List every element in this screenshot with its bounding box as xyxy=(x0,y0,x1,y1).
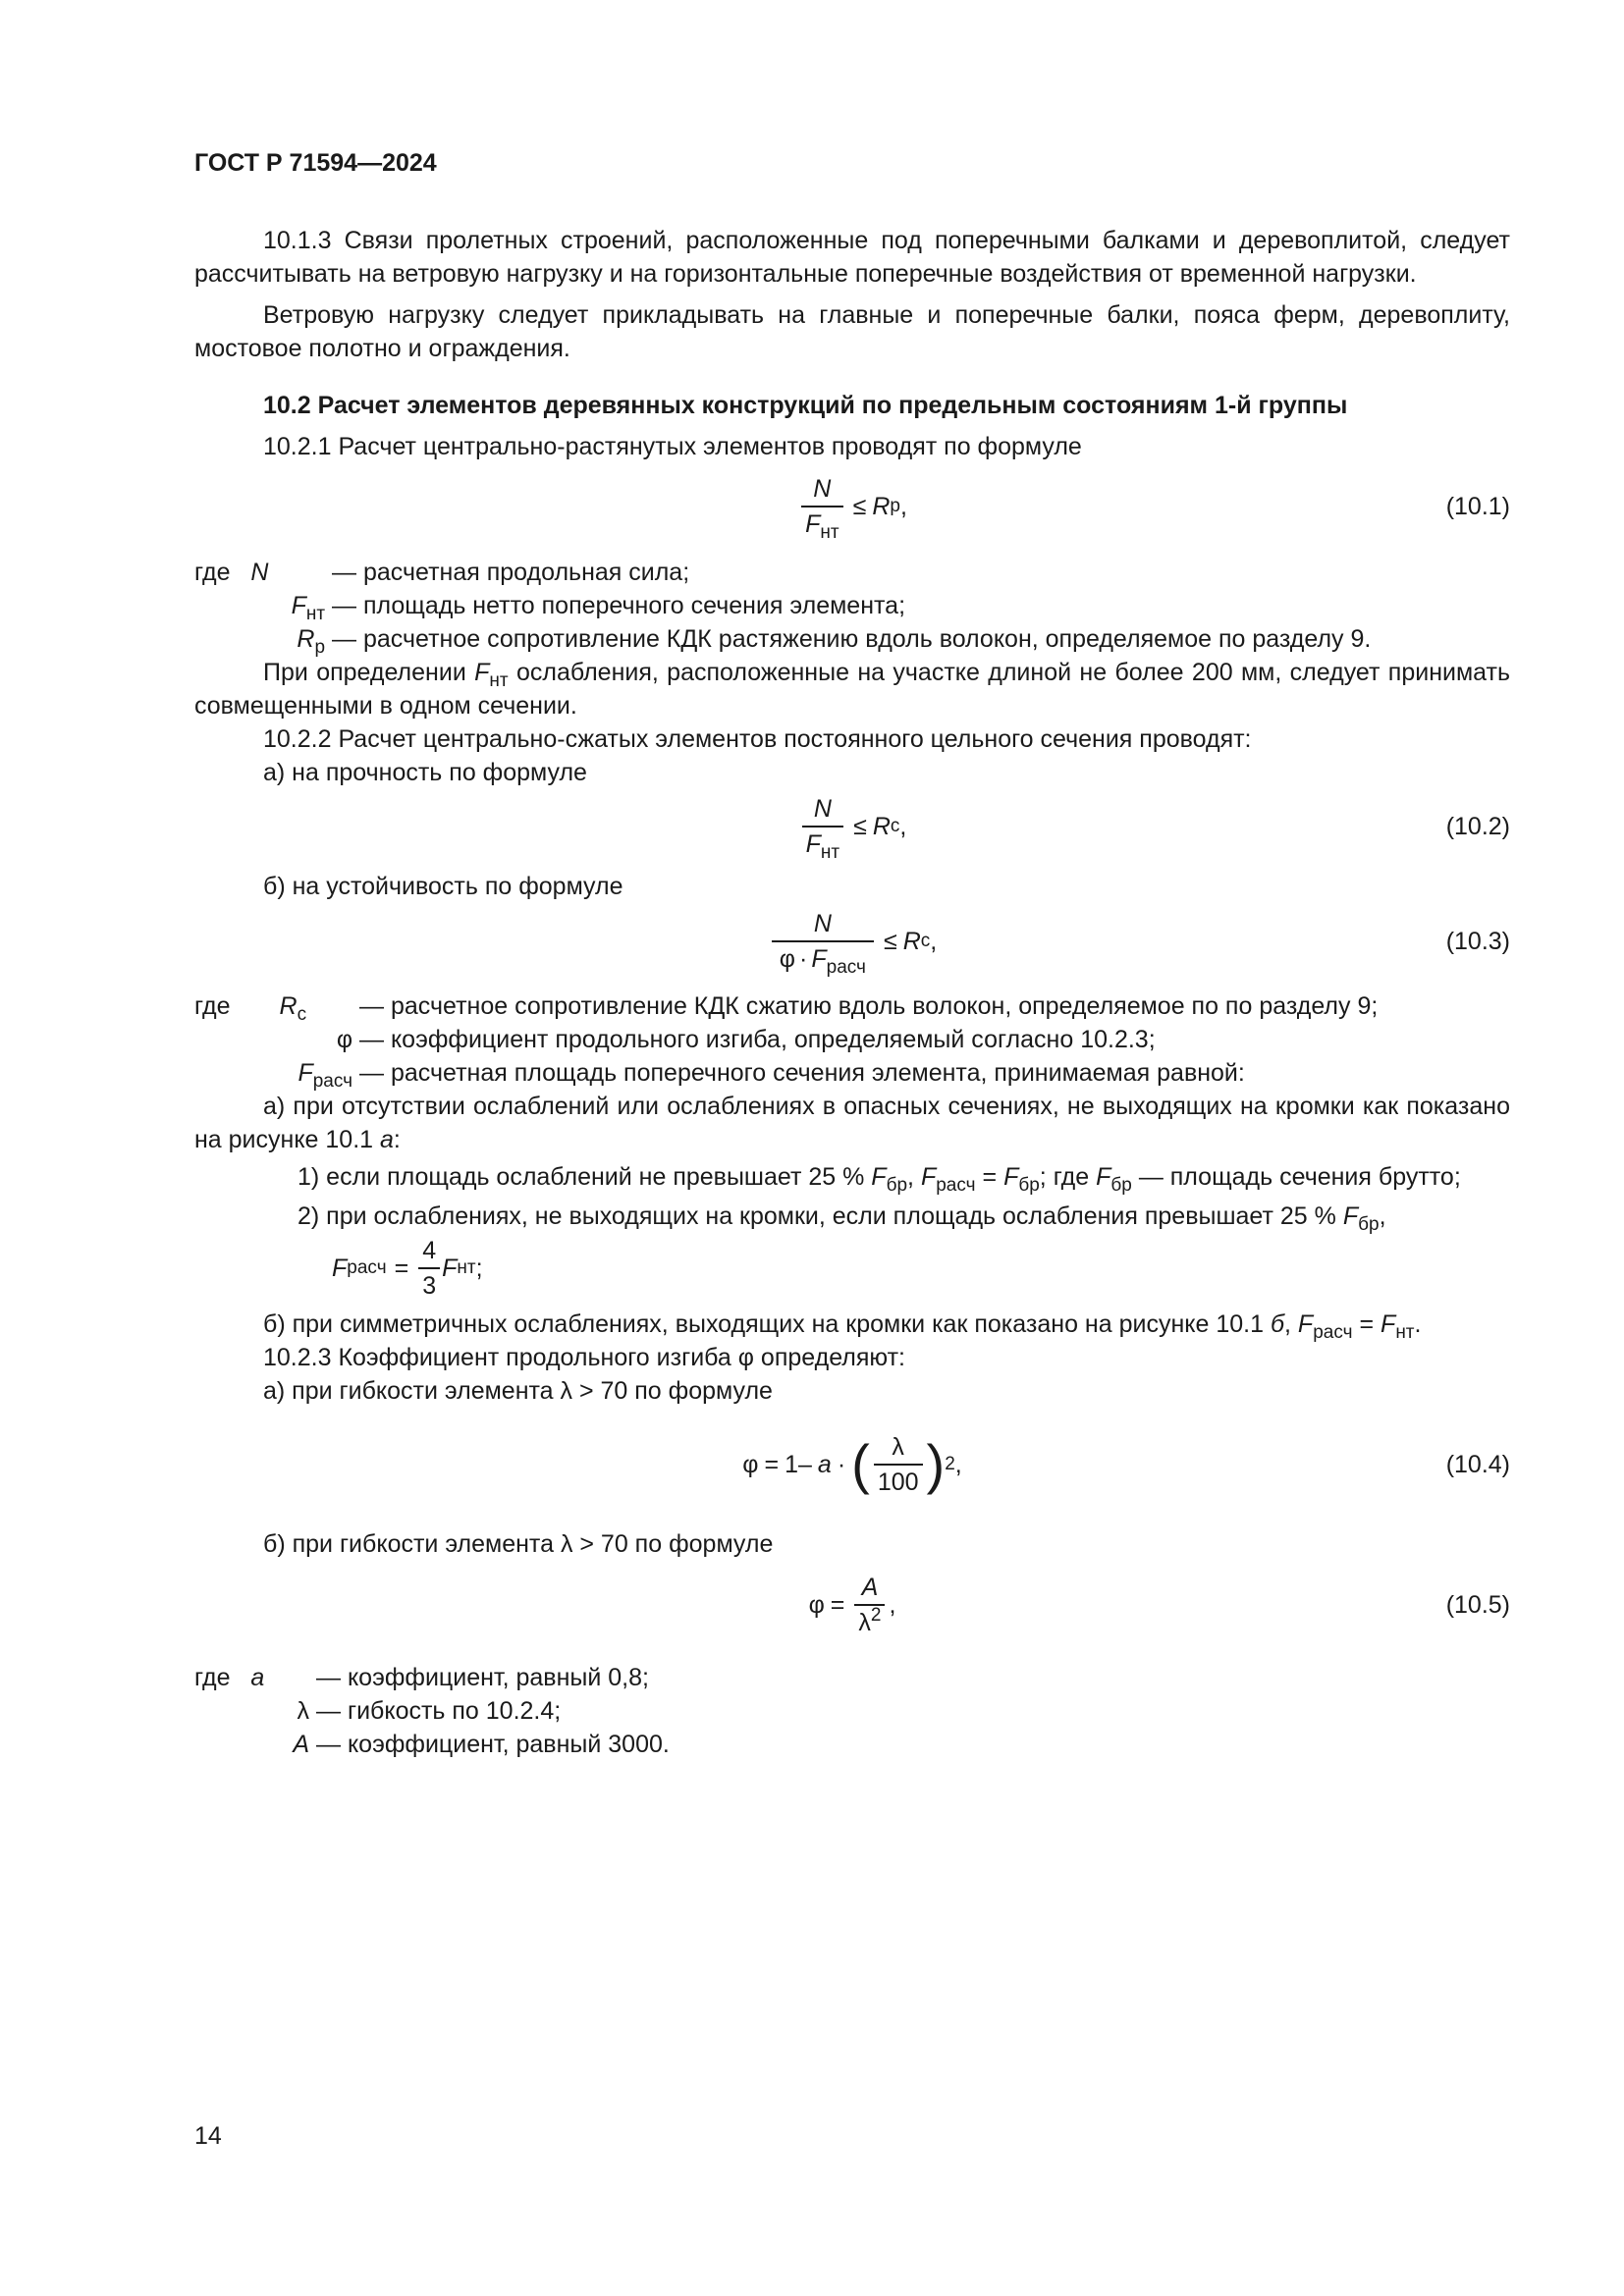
definition-row: $F_{нт}$ — площадь нетто поперечного сечения элемента; xyxy=(291,592,906,624)
fraction: $\frac{A}{\lambda^2}$ xyxy=(854,1573,885,1637)
formula-10-1: $\frac{N}{F_{нт}}$ ≤ R р , (10.1) xyxy=(194,467,1510,546)
formula-number: (10.4) xyxy=(1445,1451,1510,1478)
definition-row: λ — гибкость по 10.2.4; xyxy=(297,1697,562,1725)
section-heading-10-2: 10.2 Расчет элементов деревянных конструкций по предельным состояниям 1-й группы xyxy=(263,392,1348,419)
formula-number: (10.3) xyxy=(1445,928,1510,955)
item-symmetric-weakening: б) при симметричных ослаблениях, выходящих на кромки как показано на рисунке 10.1 б, $F_{расч} = F_{нт}$. xyxy=(263,1310,1422,1343)
definition-row: A — коэффициент, равный 3000. xyxy=(293,1731,670,1758)
formula-four-thirds: F расч = $\frac{4}{3}$ F нт ; xyxy=(332,1237,483,1300)
definitions-10-3 xyxy=(194,989,1510,1090)
item-flexibility-b: б) при гибкости элемента λ > 70 по формуле xyxy=(263,1530,774,1558)
fraction: $\frac{N}{\varphi \cdot F_{расч}}$ xyxy=(772,909,874,974)
item-no-weakening: а) при отсутствии ослаблений или ослаблениях в опасных сечениях, не выходящих на кромки как показано на рисунке 10.1 а: xyxy=(194,1093,1510,1153)
fraction: $\frac{N}{F_{нт}}$ xyxy=(802,794,843,859)
page-number: 14 xyxy=(194,2122,222,2150)
formula-10-4: φ = 1 – a · ( $\frac{\lambda}{100}$ ) 2 , (10.4) xyxy=(742,1433,1510,1496)
paragraph-10-2-3: 10.2.3 Коэффициент продольного изгиба φ определяют: xyxy=(263,1344,905,1371)
definition-row: где $R_с$ — расчетное сопротивление КДК сжатию вдоль волокон, определяемое по по разделу 9; xyxy=(194,992,1379,1025)
standard-header: ГОСТ Р 71594—2024 xyxy=(194,149,437,177)
formula-10-2: $\frac{N}{F_{нт}}$ ≤ R с , (10.2) xyxy=(194,789,1510,864)
paragraph-10-2-2: 10.2.2 Расчет центрально-сжатых элементов постоянного цельного сечения проводят: xyxy=(263,725,1252,753)
formula-10-3: $\frac{N}{\varphi \cdot F_{расч}}$ ≤ R c , (10.3) xyxy=(194,903,1510,980)
formula-number: (10.2) xyxy=(1445,813,1510,840)
paragraph-10-2-1: 10.2.1 Расчет центрально-растянутых элементов проводят по формуле xyxy=(263,433,1082,460)
item-flexibility-a: а) при гибкости элемента λ > 70 по формуле xyxy=(263,1377,773,1405)
paragraph-wind-load: Ветровую нагрузку следует прикладывать на главные и поперечные балки, пояса ферм, деревоплиту, мостовое полотно и ограждения. xyxy=(194,301,1510,362)
subitem-1: 1) если площадь ослаблений не превышает 25 % $F_{бр}$, $F_{расч} = F_{бр}$; где $F_{бр}$ — площадь сечения брутто; xyxy=(298,1163,1461,1196)
formula-number: (10.1) xyxy=(1445,493,1510,520)
definition-row: где a — коэффициент, равный 0,8; xyxy=(194,1664,649,1691)
page-content xyxy=(194,224,1510,1761)
paragraph-weakening-note: При определении $F_{нт}$ ослабления, расположенные на участке длиной не более 200 мм, следует принимать совмещенными в одном сечении. xyxy=(194,659,1510,720)
paragraph-10-1-3: 10.1.3 Связи пролетных строений, расположенные под поперечными балками и деревоплитой, следует рассчитывать на ветровую нагрузку и на горизонтальные поперечные воздействия от временной нагрузки. xyxy=(194,227,1510,288)
formula-10-5: φ = $\frac{A}{\lambda^2}$ , (10.5) xyxy=(808,1574,1510,1636)
definition-row: φ — коэффициент продольного изгиба, определяемый согласно 10.2.3; xyxy=(336,1026,1156,1053)
item-strength: а) на прочность по формуле xyxy=(263,759,587,786)
definition-row: где N — расчетная продольная сила; xyxy=(194,559,690,586)
definitions-10-5 xyxy=(194,1661,1510,1761)
item-stability: б) на устойчивость по формуле xyxy=(263,873,623,900)
fraction: $\frac{\lambda}{100}$ xyxy=(874,1432,923,1497)
fraction: $\frac{4}{3}$ xyxy=(418,1236,440,1301)
fraction: $\frac{N}{F_{нт}}$ xyxy=(801,474,842,539)
definitions-10-1 xyxy=(194,556,1510,656)
definition-row: $F_{расч}$ — расчетная площадь поперечного сечения элемента, принимаемая равной: xyxy=(298,1059,1245,1092)
formula-number: (10.5) xyxy=(1445,1591,1510,1619)
definition-row: $R_р$ — расчетное сопротивление КДК растяжению вдоль волокон, определяемое по разделу 9. xyxy=(297,625,1372,658)
subitem-2: 2) при ослаблениях, не выходящих на кромки, если площадь ослабления превышает 25 % $F_{бр}$, xyxy=(298,1202,1386,1235)
